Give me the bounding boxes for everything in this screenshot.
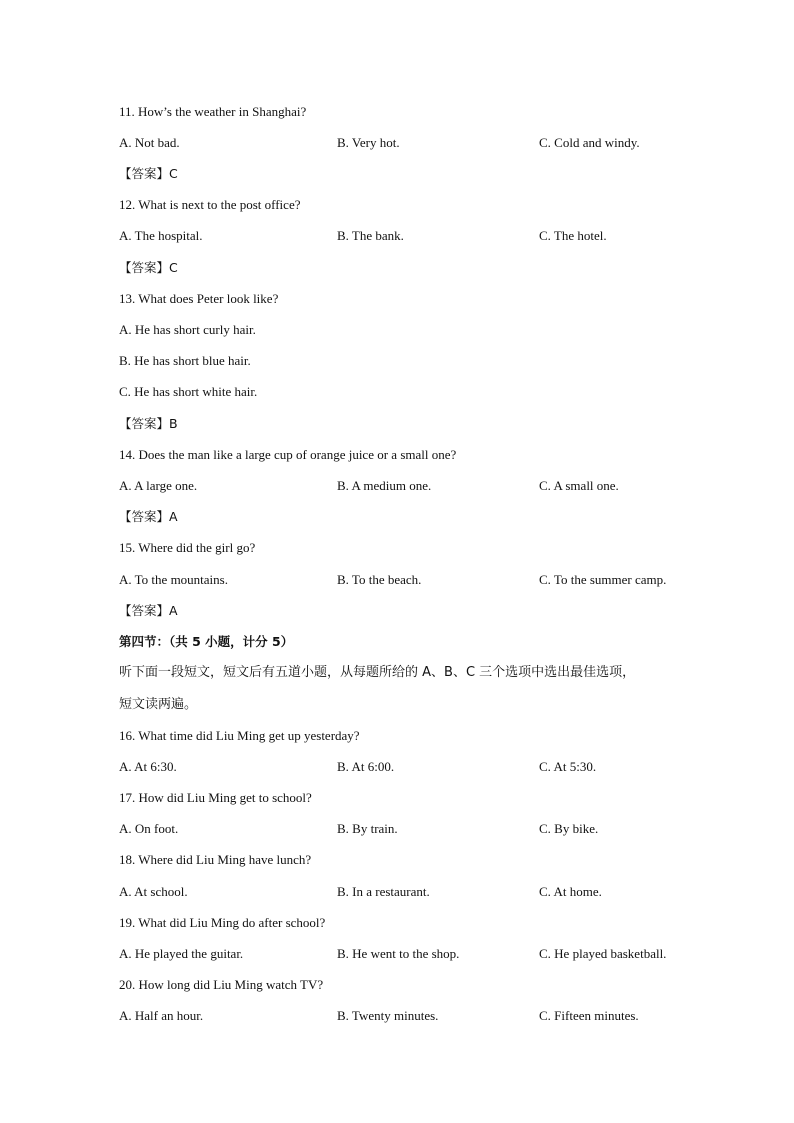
question-11: 11. How’s the weather in Shanghai? <box>119 104 307 119</box>
option-14-a: A. A large one. <box>119 478 198 493</box>
answer-11: 【答案】C <box>119 166 178 181</box>
section-instructions-line-1: 听下面一段短文，短文后有五道小题，从每题所给的 A、B、C 三个选项中选出最佳选项， <box>119 665 636 680</box>
section-instructions-line-2: 短文读两遍。 <box>119 697 198 712</box>
question-17: 17. How did Liu Ming get to school? <box>119 790 312 805</box>
option-19-b: B. He went to the shop. <box>337 946 460 961</box>
option-11-b: B. Very hot. <box>337 135 400 150</box>
option-16-b: B. At 6:00. <box>337 759 395 774</box>
option-11-a: A. Not bad. <box>119 135 180 150</box>
section-heading: 第四节：（共 5 小题，计分 5） <box>119 634 294 649</box>
option-20-c: C. Fifteen minutes. <box>539 1008 639 1023</box>
option-15-b: B. To the beach. <box>337 572 422 587</box>
option-14-b: B. A medium one. <box>337 478 432 493</box>
option-20-a: A. Half an hour. <box>119 1008 204 1023</box>
option-16-c: C. At 5:30. <box>539 759 597 774</box>
option-17-b: B. By train. <box>337 821 398 836</box>
option-15-c: C. To the summer camp. <box>539 572 667 587</box>
question-20: 20. How long did Liu Ming watch TV? <box>119 977 324 992</box>
option-18-a: A. At school. <box>119 884 188 899</box>
option-17-a: A. On foot. <box>119 821 179 836</box>
option-12-a: A. The hospital. <box>119 228 203 243</box>
option-18-c: C. At home. <box>539 884 602 899</box>
option-13-c: C. He has short white hair. <box>119 384 258 399</box>
answer-12: 【答案】C <box>119 260 178 275</box>
option-15-a: A. To the mountains. <box>119 572 228 587</box>
option-16-a: A. At 6:30. <box>119 759 177 774</box>
option-20-b: B. Twenty minutes. <box>337 1008 439 1023</box>
question-16: 16. What time did Liu Ming get up yesterday? <box>119 728 360 743</box>
question-12: 12. What is next to the post office? <box>119 197 301 212</box>
option-12-b: B. The bank. <box>337 228 404 243</box>
question-19: 19. What did Liu Ming do after school? <box>119 915 326 930</box>
option-12-c: C. The hotel. <box>539 228 607 243</box>
option-13-a: A. He has short curly hair. <box>119 322 256 337</box>
option-13-b: B. He has short blue hair. <box>119 353 251 368</box>
option-19-a: A. He played the guitar. <box>119 946 244 961</box>
option-18-b: B. In a restaurant. <box>337 884 430 899</box>
question-18: 18. Where did Liu Ming have lunch? <box>119 852 312 867</box>
question-13: 13. What does Peter look like? <box>119 291 279 306</box>
question-15: 15. Where did the girl go? <box>119 540 256 555</box>
option-17-c: C. By bike. <box>539 821 599 836</box>
option-11-c: C. Cold and windy. <box>539 135 640 150</box>
option-14-c: C. A small one. <box>539 478 619 493</box>
answer-15: 【答案】A <box>119 603 178 618</box>
answer-13: 【答案】B <box>119 416 178 431</box>
question-14: 14. Does the man like a large cup of orange juice or a small one? <box>119 447 457 462</box>
option-19-c: C. He played basketball. <box>539 946 667 961</box>
answer-14: 【答案】A <box>119 509 178 524</box>
